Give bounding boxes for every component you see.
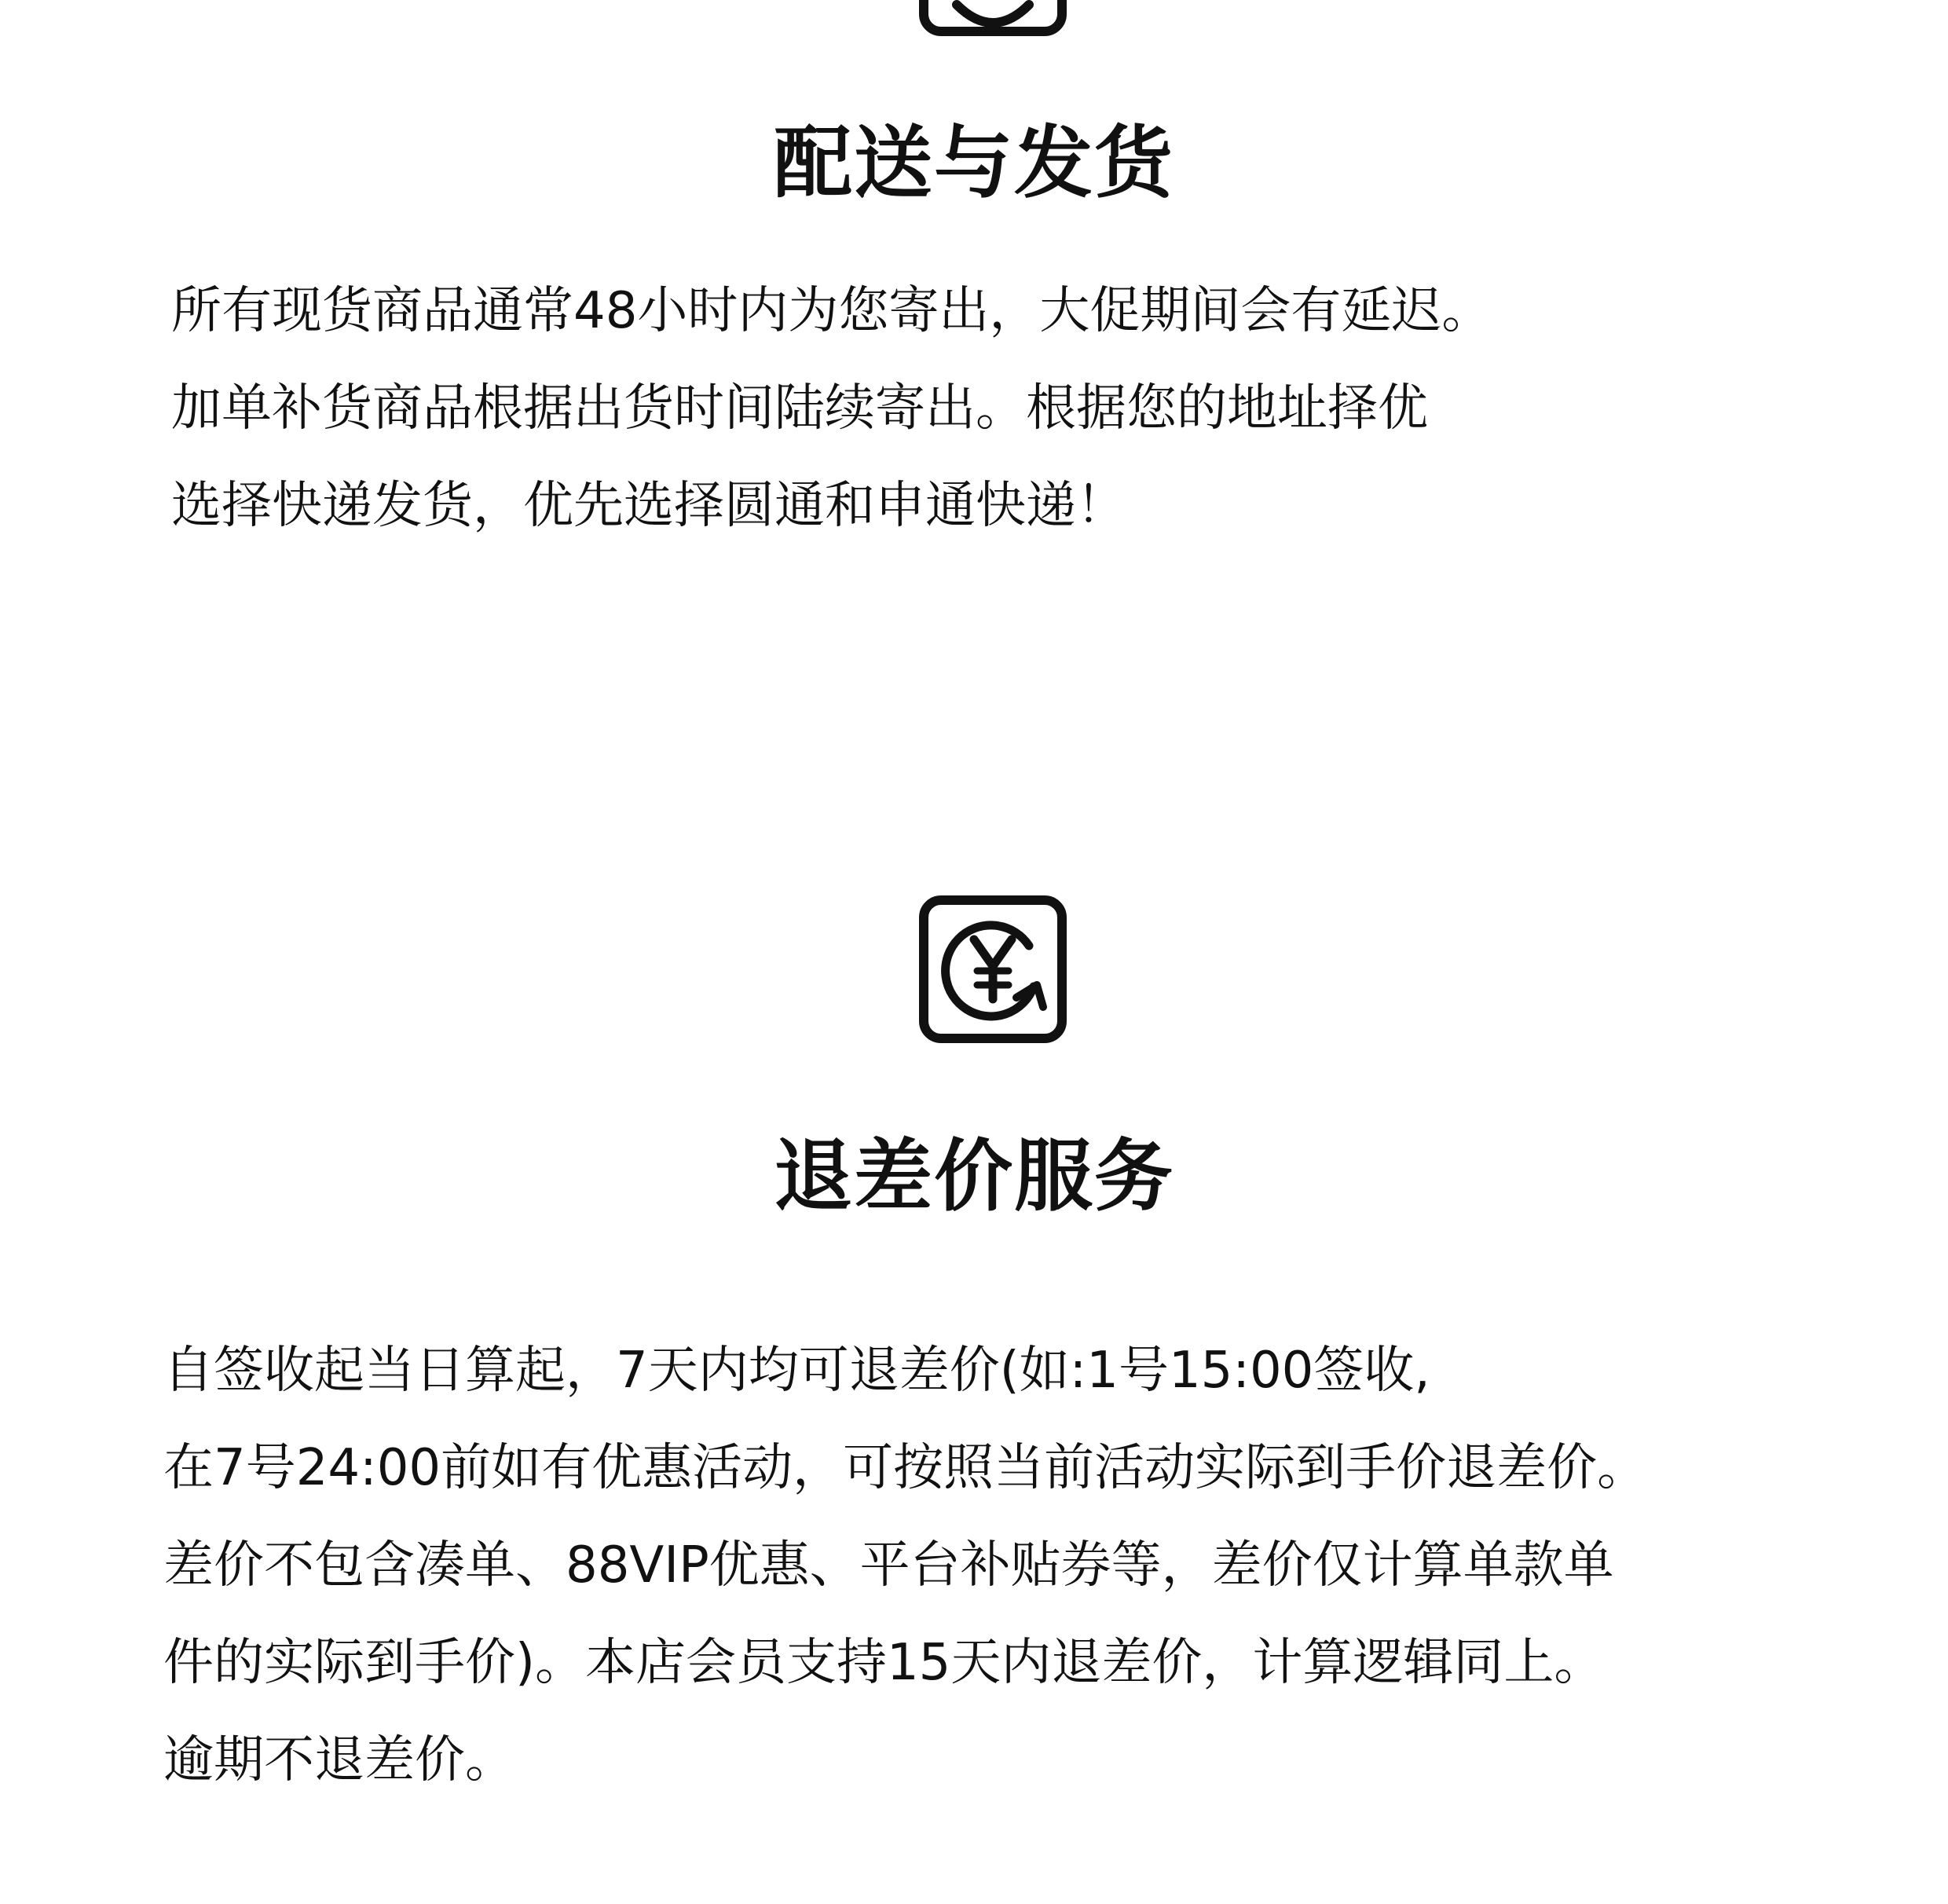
shipping-icon — [917, 0, 1068, 38]
refund-line: 在7号24:00前如有优惠活动，可按照当前活动实际到手价退差价。 — [163, 1439, 1648, 1497]
yuan-refund-icon — [917, 894, 1068, 1045]
shipping-description — [171, 262, 1492, 555]
shipping-title: 配送与发货 — [774, 117, 1174, 209]
refund-title: 退差价服务 — [774, 1130, 1174, 1222]
shipping-line: 所有现货商品通常48小时内为您寄出，大促期间会有延迟。 — [171, 282, 1492, 340]
refund-line: 差价不包含凑单、88VIP优惠、平台补贴券等，差价仅计算单款单 — [163, 1536, 1614, 1595]
refund-line: 逾期不退差价。 — [163, 1731, 515, 1789]
refund-description — [163, 1322, 1647, 1809]
shipping-line: 加单补货商品根据出货时间陆续寄出。根据您的地址择优 — [171, 379, 1428, 438]
shipping-line: 选择快递发货，优先选择圆通和申通快递！ — [171, 477, 1126, 535]
refund-line: 自签收起当日算起，7天内均可退差价(如:1号15:00签收, — [163, 1342, 1430, 1400]
refund-line: 件的实际到手价)。本店会员支持15天内退差价，计算逻辑同上。 — [163, 1634, 1605, 1692]
